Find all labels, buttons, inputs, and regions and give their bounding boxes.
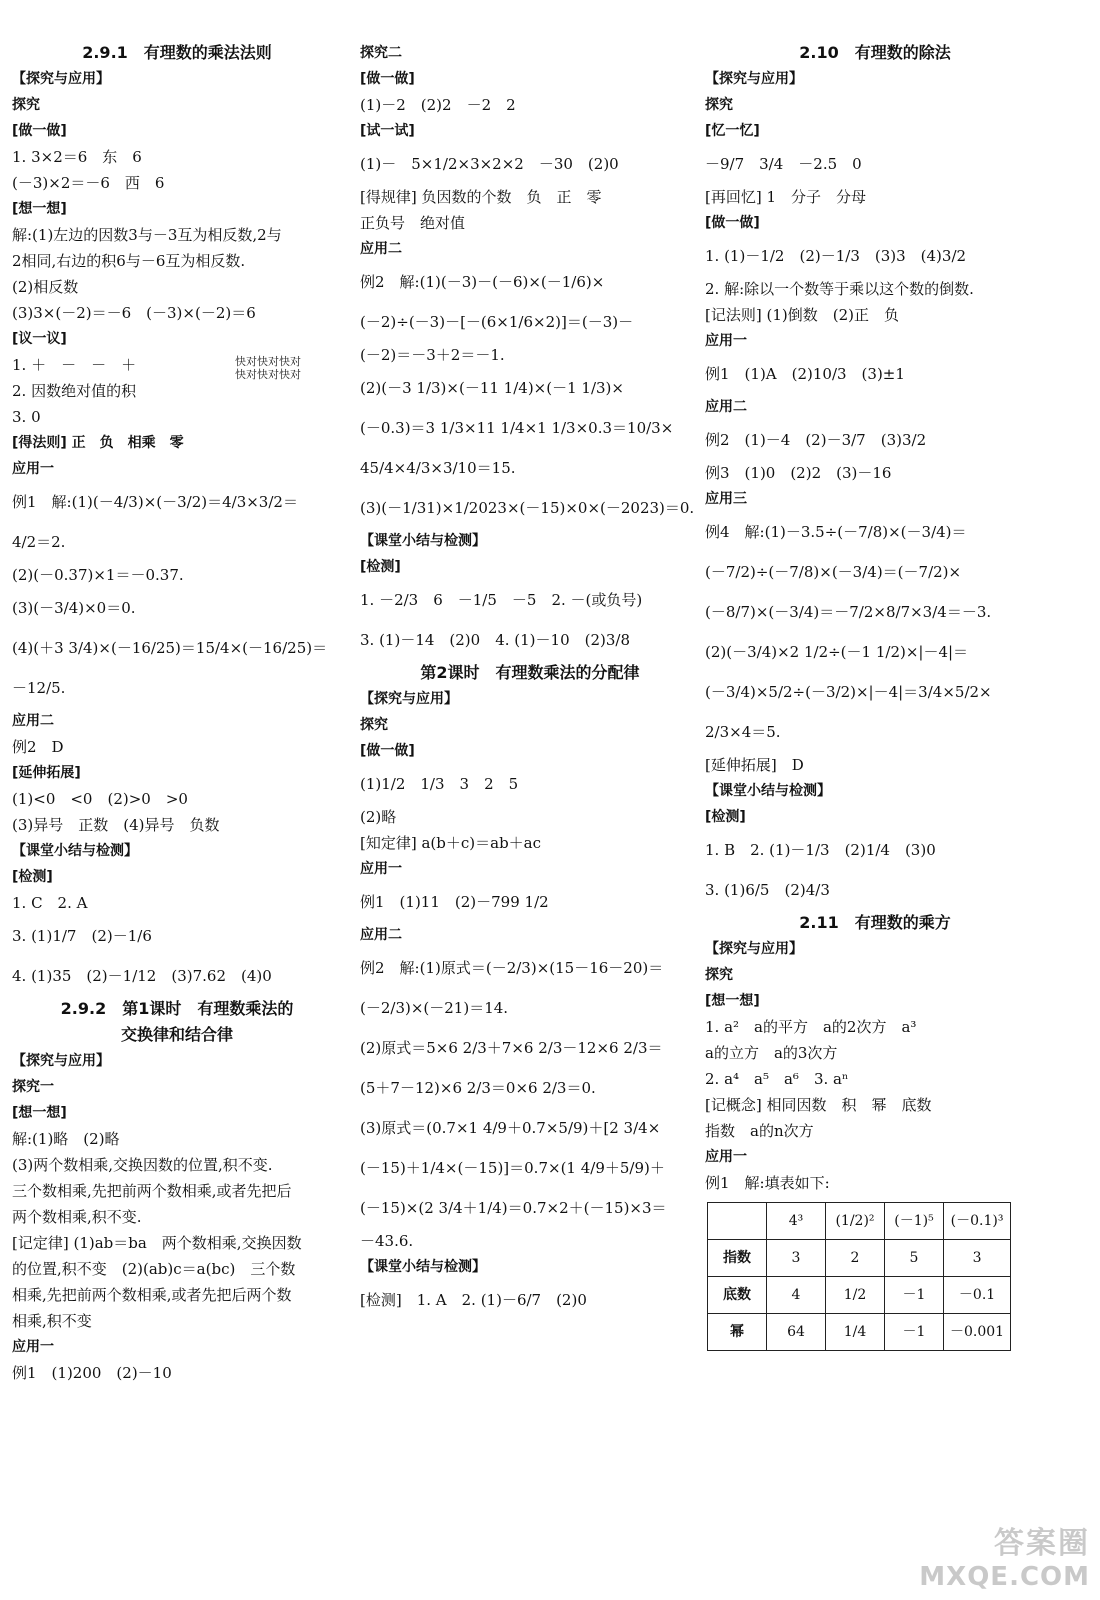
answer-line: 2. 解:除以一个数等于乘以这个数的倒数. <box>705 280 974 298</box>
answer-line: 的位置,积不变 (2)(ab)c＝a(bc) 三个数 <box>12 1260 296 1278</box>
handwritten-note <box>235 355 301 381</box>
subheading: 【探究与应用】 <box>12 71 110 87</box>
subheading: [检测] <box>705 809 746 825</box>
answer-line: (4)(＋3 3/4)×(－16/25)＝15/4×(－16/25)＝ <box>12 639 328 657</box>
answer-line: (2)(－3 1/3)×(－11 1/4)×(－1 1/3)× <box>360 379 624 397</box>
note-line: 快对快对快对 <box>235 368 301 381</box>
answer-line: －12/5. <box>12 679 66 697</box>
answer-line: (－7/2)÷(－7/8)×(－3/4)＝(－7/2)× <box>705 563 962 581</box>
table-cell: －1 <box>885 1314 944 1351</box>
table-header-cell: (－1)⁵ <box>885 1203 944 1240</box>
answer-line: (2)(－0.37)×1＝－0.37. <box>12 566 184 584</box>
answer-line: a的立方 a的3次方 <box>705 1044 838 1062</box>
subheading: [延伸拓展] <box>12 765 81 781</box>
answer-line: (－3)×2＝－6 西 6 <box>12 174 165 192</box>
answer-line: 2. 因数绝对值的积 <box>12 382 137 400</box>
answer-line: (－2/3)×(－21)＝14. <box>360 999 509 1017</box>
subheading: 【课堂小结与检测】 <box>360 533 486 549</box>
answer-line: 45/4×4/3×3/10＝15. <box>360 459 516 477</box>
table-cell: 2 <box>826 1240 885 1277</box>
answer-line: 例1 解:填表如下: <box>705 1174 830 1192</box>
subheading: 应用一 <box>705 1149 747 1165</box>
answer-line: (2)相反数 <box>12 278 79 296</box>
answer-line: (－3/4)×5/2÷(－3/2)×|－4|＝3/4×5/2× <box>705 683 992 701</box>
answer-line: 例2 解:(1)原式＝(－2/3)×(15－16－20)＝ <box>360 959 664 977</box>
subheading: 探究 <box>705 967 733 983</box>
answer-line: 三个数相乘,先把前两个数相乘,或者先把后 <box>12 1182 292 1200</box>
answer-line: (1)－2 (2)2 －2 2 <box>360 96 516 114</box>
answer-line: 例3 (1)0 (2)2 (3)－16 <box>705 464 892 482</box>
section-heading: 2.9.1 有理数的乘法法则 <box>82 43 272 62</box>
table-cell: 64 <box>767 1314 826 1351</box>
subheading: 探究二 <box>360 45 402 61</box>
subheading: [想一想] <box>12 1105 67 1121</box>
answer-line: 2/3×4＝5. <box>705 723 781 741</box>
answer-line: 1. C 2. A <box>12 894 88 912</box>
answer-line: 解:(1)左边的因数3与－3互为相反数,2与 <box>12 226 282 244</box>
answer-line: [知定律] a(b＋c)＝ab＋ac <box>360 834 542 852</box>
answer-line: 1. (1)－1/2 (2)－1/3 (3)3 (4)3/2 <box>705 247 967 265</box>
section-heading: 2.9.2 第1课时 有理数乘法的 <box>60 999 294 1018</box>
subheading: [试一试] <box>360 123 415 139</box>
subheading: 探究 <box>705 97 733 113</box>
subheading: 探究 <box>360 717 388 733</box>
answer-line: 例2 (1)－4 (2)－3/7 (3)3/2 <box>705 431 927 449</box>
subheading: [检测] <box>360 559 401 575</box>
section-heading: 交换律和结合律 <box>120 1025 233 1044</box>
subheading: [做一做] <box>705 215 760 231</box>
subheading: [检测] <box>12 869 53 885</box>
subheading: 应用二 <box>360 927 402 943</box>
table-header-row <box>708 1203 1011 1240</box>
answer-line: －9/7 3/4 －2.5 0 <box>705 155 862 173</box>
answer-line: 例2 解:(1)(－3)－(－6)×(－1/6)× <box>360 273 605 291</box>
table-row-header: 底数 <box>708 1277 767 1314</box>
table-cell: 3 <box>944 1240 1011 1277</box>
answer-line: 1. B 2. (1)－1/3 (2)1/4 (3)0 <box>705 841 936 859</box>
answer-line: (2)(－3/4)×2 1/2÷(－1 1/2)×|－4|＝ <box>705 643 969 661</box>
answer-line: [再回忆] 1 分子 分母 <box>705 188 867 206</box>
subheading: 应用一 <box>12 461 54 477</box>
answer-line: 例1 (1)A (2)10/3 (3)±1 <box>705 365 905 383</box>
answer-line: [检测] 1. A 2. (1)－6/7 (2)0 <box>360 1291 587 1309</box>
table-cell: 4 <box>767 1277 826 1314</box>
answer-line: 2相同,右边的积6与－6互为相反数. <box>12 252 246 270</box>
answer-line: [记定律] (1)ab＝ba 两个数相乘,交换因数 <box>12 1234 302 1252</box>
column-right <box>705 40 1045 1351</box>
answer-line: [记概念] 相同因数 积 幂 底数 <box>705 1096 932 1114</box>
answer-line: [得规律] 负因数的个数 负 正 零 <box>360 188 602 206</box>
section-heading: 第2课时 有理数乘法的分配律 <box>420 663 640 682</box>
subheading: 应用二 <box>705 399 747 415</box>
table-cell: －0.001 <box>944 1314 1011 1351</box>
subheading: [忆一忆] <box>705 123 760 139</box>
table-row <box>708 1277 1011 1314</box>
table-cell: －0.1 <box>944 1277 1011 1314</box>
subheading: 【课堂小结与检测】 <box>360 1259 486 1275</box>
table-header-cell <box>708 1203 767 1240</box>
table-row-header: 幂 <box>708 1314 767 1351</box>
watermark <box>919 1518 1090 1592</box>
answer-line: 例4 解:(1)－3.5÷(－7/8)×(－3/4)＝ <box>705 523 967 541</box>
section-heading: 2.10 有理数的除法 <box>799 43 951 62</box>
answer-line: (1)－ 5×1/2×3×2×2 －30 (2)0 <box>360 155 619 173</box>
subheading: [做一做] <box>360 71 415 87</box>
subheading: 【探究与应用】 <box>705 71 803 87</box>
subheading: 应用一 <box>360 861 402 877</box>
answer-line: (2)略 <box>360 808 397 826</box>
answer-line: (3)异号 正数 (4)异号 负数 <box>12 816 220 834</box>
answer-line: 3. (1)－14 (2)0 4. (1)－10 (2)3/8 <box>360 631 631 649</box>
answer-line: 两个数相乘,积不变. <box>12 1208 142 1226</box>
answer-line: (－15)＋1/4×(－15)]＝0.7×(1 4/9＋5/9)＋ <box>360 1159 665 1177</box>
answer-line: 相乘,积不变 <box>12 1312 92 1330</box>
watermark-url: MXQE.COM <box>919 1562 1090 1592</box>
answer-line: 1. 3×2＝6 东 6 <box>12 148 142 166</box>
table-cell: －1 <box>885 1277 944 1314</box>
answer-line: 3. (1)1/7 (2)－1/6 <box>12 927 152 945</box>
answer-line: 3. 0 <box>12 408 41 426</box>
answer-line: 正负号 绝对值 <box>360 214 466 232</box>
power-table <box>707 1202 1011 1351</box>
answer-line: 2. a⁴ a⁵ a⁶ 3. aⁿ <box>705 1070 849 1088</box>
answer-line: (－2)＝－3＋2＝－1. <box>360 346 505 364</box>
answer-line: (－15)×(2 3/4＋1/4)＝0.7×2＋(－15)×3＝ <box>360 1199 667 1217</box>
table-row <box>708 1240 1011 1277</box>
answer-line: (2)原式＝5×6 2/3＋7×6 2/3－12×6 2/3＝ <box>360 1039 663 1057</box>
answer-line: (－8/7)×(－3/4)＝－7/2×8/7×3/4＝－3. <box>705 603 992 621</box>
answer-line: 1. a² a的平方 a的2次方 a³ <box>705 1018 917 1036</box>
answer-line: 1. ＋ － － ＋ <box>12 356 137 374</box>
table-cell: 5 <box>885 1240 944 1277</box>
subheading: 【探究与应用】 <box>12 1053 110 1069</box>
answer-line: (3)(－3/4)×0＝0. <box>12 599 136 617</box>
table-cell: 1/2 <box>826 1277 885 1314</box>
subheading: 应用三 <box>705 491 747 507</box>
answer-line: (1)<0 <0 (2)>0 >0 <box>12 790 188 808</box>
answer-line: 例2 D <box>12 738 64 756</box>
answer-line: (3)两个数相乘,交换因数的位置,积不变. <box>12 1156 273 1174</box>
table-cell: 3 <box>767 1240 826 1277</box>
subheading: [做一做] <box>12 123 67 139</box>
answer-line: 4. (1)35 (2)－1/12 (3)7.62 (4)0 <box>12 967 272 985</box>
subheading: 应用一 <box>705 333 747 349</box>
answer-line: 例1 (1)200 (2)－10 <box>12 1364 172 1382</box>
answer-line: (1)1/2 1/3 3 2 5 <box>360 775 519 793</box>
subheading: [想一想] <box>705 993 760 1009</box>
table-row-header: 指数 <box>708 1240 767 1277</box>
answer-line: (3)(－1/31)×1/2023×(－15)×0×(－2023)＝0. <box>360 499 695 517</box>
section-heading: 2.11 有理数的乘方 <box>799 913 951 932</box>
subheading: 【课堂小结与检测】 <box>12 843 138 859</box>
subheading: 应用二 <box>12 713 54 729</box>
subheading: [想一想] <box>12 201 67 217</box>
answer-line: [延伸拓展] D <box>705 756 804 774</box>
column-left <box>12 40 342 1386</box>
subheading: 探究一 <box>12 1079 54 1095</box>
table-row <box>708 1314 1011 1351</box>
subheading: 【探究与应用】 <box>360 691 458 707</box>
subheading: 探究 <box>12 97 40 113</box>
answer-line: 解:(1)略 (2)略 <box>12 1130 120 1148</box>
column-middle <box>360 40 700 1320</box>
answer-line: (3)原式＝(0.7×1 4/9＋0.7×5/9)＋[2 3/4× <box>360 1119 661 1137</box>
subheading: 应用二 <box>360 241 402 257</box>
answer-line: (－2)÷(－3)－[－(6×1/6×2)]＝(－3)－ <box>360 313 634 331</box>
table-cell: 1/4 <box>826 1314 885 1351</box>
table-header-cell: (－0.1)³ <box>944 1203 1011 1240</box>
answer-line: (3)3×(－2)＝－6 (－3)×(－2)＝6 <box>12 304 256 322</box>
subheading: 应用一 <box>12 1339 54 1355</box>
answer-line: 相乘,先把前两个数相乘,或者先把后两个数 <box>12 1286 292 1304</box>
answer-line: 例1 解:(1)(－4/3)×(－3/2)＝4/3×3/2＝ <box>12 493 298 511</box>
answer-line: (5＋7－12)×6 2/3＝0×6 2/3＝0. <box>360 1079 596 1097</box>
answer-line: [记法则] (1)倒数 (2)正 负 <box>705 306 899 324</box>
subheading: 【探究与应用】 <box>705 941 803 957</box>
answer-line: 指数 a的n次方 <box>705 1122 814 1140</box>
answer-line: 4/2＝2. <box>12 533 66 551</box>
subheading: [做一做] <box>360 743 415 759</box>
answer-line: 3. (1)6/5 (2)4/3 <box>705 881 830 899</box>
answer-line: 例1 (1)11 (2)－799 1/2 <box>360 893 549 911</box>
answer-line: (－0.3)＝3 1/3×11 1/4×1 1/3×0.3＝10/3× <box>360 419 674 437</box>
answer-line: －43.6. <box>360 1232 414 1250</box>
subheading: [议一议] <box>12 331 67 347</box>
subheading: 【课堂小结与检测】 <box>705 783 831 799</box>
answer-line: 1. －2/3 6 －1/5 －5 2. －(或负号) <box>360 591 643 609</box>
note-line: 快对快对快对 <box>235 355 301 368</box>
subheading: [得法则] 正 负 相乘 零 <box>12 435 184 451</box>
table-header-cell: 4³ <box>767 1203 826 1240</box>
watermark-logo-text: 答案圈 <box>994 1526 1090 1561</box>
table-header-cell: (1/2)² <box>826 1203 885 1240</box>
